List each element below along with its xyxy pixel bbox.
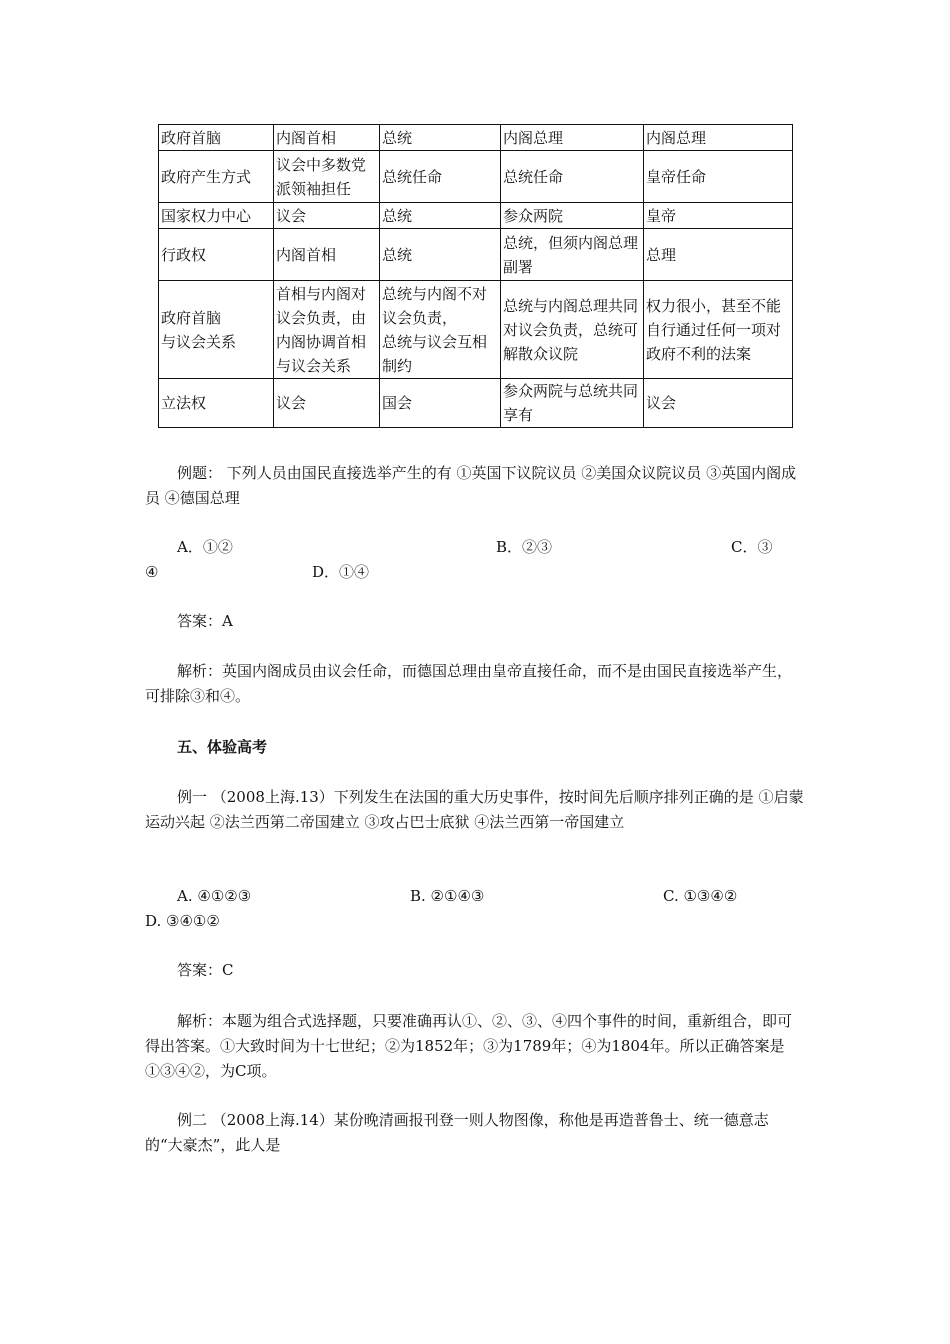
exam-analysis-1: 解析：本题为组合式选择题，只要准确再认①、②、③、④四个事件的时间，重新组合，即可得出答案。①大致时间为十七世纪；②为1852年；③为1789年；④为1804年。所以正确答案是①③④②，为C项。 [145, 1012, 793, 1080]
table-row [159, 125, 793, 151]
table-row-header: 立法权 [159, 379, 274, 428]
table-cell: 首相与内阁对议会负责，由内阁协调首相与议会关系 [274, 281, 380, 379]
example-answer: 答案：A [177, 612, 233, 630]
option-c-continued: ④ [145, 563, 159, 581]
table-cell: 总统与内阁不对议会负责， 总统与议会互相制约 [380, 281, 501, 379]
option-c: C．③ [731, 538, 773, 556]
table-row-header: 政府首脑 [159, 125, 274, 151]
section-heading: 五、体验高考 [177, 738, 268, 756]
table-row [159, 281, 793, 379]
exam-option-b: B. ②①④③ [410, 887, 485, 905]
option-b: B．②③ [496, 538, 553, 556]
example-analysis: 解析：英国内阁成员由议会任命，而德国总理由皇帝直接任命，而不是由国民直接选举产生，可排除③和④。 [145, 662, 793, 705]
table-cell: 国会 [380, 379, 501, 428]
table-cell: 总统，但须内阁总理副署 [501, 229, 644, 281]
table-row [159, 379, 793, 428]
table-row [159, 203, 793, 229]
table-row-header: 政府产生方式 [159, 151, 274, 203]
table-cell: 内阁首相 [274, 125, 380, 151]
table-cell: 议会 [274, 379, 380, 428]
table-cell: 总统 [380, 203, 501, 229]
table-cell: 总理 [644, 229, 793, 281]
exam-question-2: 例二 （2008上海.14）某份晚清画报刊登一则人物图像，称他是再造普鲁士、统一德意志的“大豪杰”，此人是 [145, 1111, 769, 1154]
table-cell: 总统 [380, 125, 501, 151]
table-cell: 总统任命 [501, 151, 644, 203]
table-cell: 皇帝 [644, 203, 793, 229]
table-cell: 总统与内阁总理共同对议会负责，总统可解散众议院 [501, 281, 644, 379]
exam-answer-1: 答案：C [177, 961, 234, 979]
comparison-table [158, 124, 793, 428]
table-row-header: 政府首脑 与议会关系 [159, 281, 274, 379]
exam-question-1: 例一 （2008上海.13）下列发生在法国的重大历史事件，按时间先后顺序排列正确的是 ①启蒙运动兴起 ②法兰西第二帝国建立 ③攻占巴士底狱 ④法兰西第一帝国建立 [145, 788, 804, 831]
table-cell: 议会 [644, 379, 793, 428]
table-cell: 议会中多数党派领袖担任 [274, 151, 380, 203]
table-cell: 议会 [274, 203, 380, 229]
exam-option-d: D. ③④①② [145, 912, 220, 930]
table-row-header: 国家权力中心 [159, 203, 274, 229]
table-cell: 内阁首相 [274, 229, 380, 281]
table-cell: 参众两院 [501, 203, 644, 229]
table-row [159, 229, 793, 281]
table-row-header: 行政权 [159, 229, 274, 281]
table-cell: 内阁总理 [501, 125, 644, 151]
table-cell: 总统 [380, 229, 501, 281]
table-cell: 皇帝任命 [644, 151, 793, 203]
table-cell: 权力很小，甚至不能自行通过任何一项对政府不利的法案 [644, 281, 793, 379]
table-cell: 参众两院与总统共同享有 [501, 379, 644, 428]
exam-option-c: C. ①③④② [663, 887, 738, 905]
table-cell: 总统任命 [380, 151, 501, 203]
option-d: D．①④ [312, 563, 370, 581]
exam-option-a: A. ④①②③ [177, 887, 252, 905]
example-question: 例题： 下列人员由国民直接选举产生的有 ①英国下议院议员 ②美国众议院议员 ③英国内阁成员 ④德国总理 [145, 464, 797, 507]
option-a: A．①② [177, 538, 233, 556]
table-cell: 内阁总理 [644, 125, 793, 151]
table-row [159, 151, 793, 203]
